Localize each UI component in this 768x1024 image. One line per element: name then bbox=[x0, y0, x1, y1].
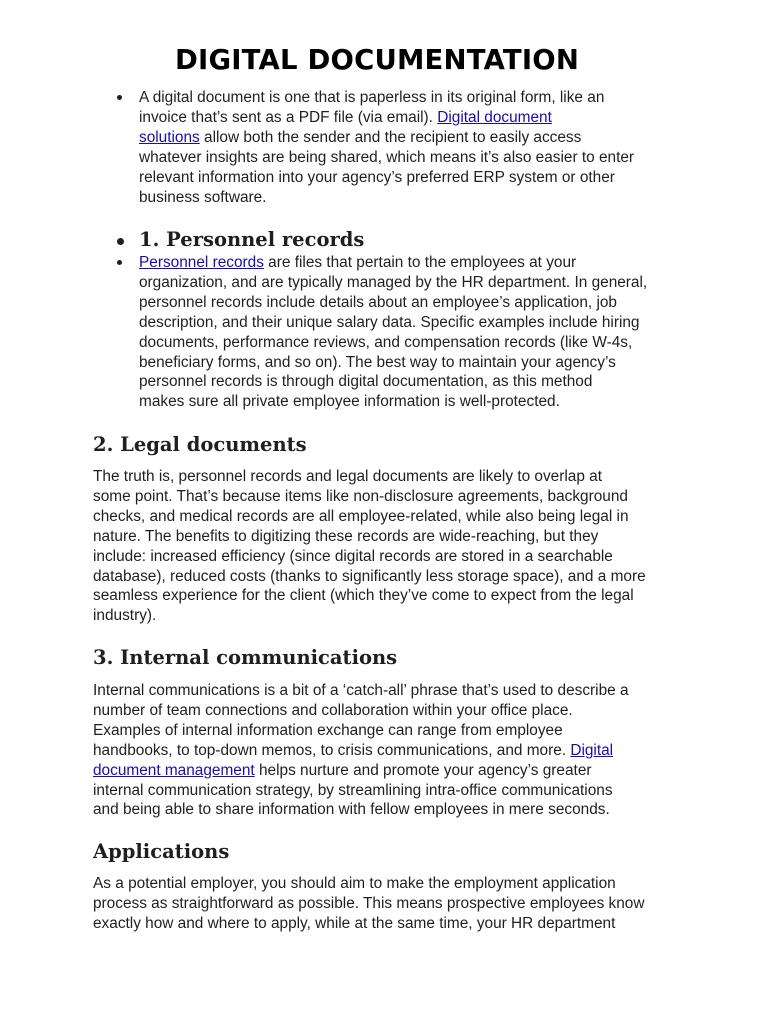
heading-bullet bbox=[117, 238, 124, 245]
text-line: A digital document is one that is paperless in its original form, like an bbox=[139, 89, 605, 106]
text-line: exactly how and where to apply, while at the same time, your HR department bbox=[93, 914, 616, 932]
text-line: documents, performance reviews, and compensation records (like W-4s, bbox=[139, 333, 633, 351]
section-heading-applications: Applications bbox=[93, 840, 230, 863]
intro-paragraph bbox=[139, 88, 634, 207]
text-fragment: allow both the sender and the recipient to easily access bbox=[199, 128, 582, 146]
personnel-records-link[interactable]: Personnel records bbox=[139, 254, 264, 271]
text-line: some point. That’s because items like non-disclosure agreements, background bbox=[93, 487, 628, 505]
text-fragment: are files that pertain to the employees at your bbox=[263, 254, 577, 271]
text-line: nature. The benefits to digitizing these records are wide-reaching, but they bbox=[93, 527, 599, 545]
section-heading-legal-documents: 2. Legal documents bbox=[93, 433, 307, 456]
applications-paragraph bbox=[93, 874, 644, 934]
text-line: industry). bbox=[93, 607, 157, 625]
digital-document-solutions-link-cont[interactable]: solutions bbox=[139, 128, 200, 146]
text-line bbox=[139, 253, 647, 273]
personnel-records-paragraph bbox=[139, 253, 647, 412]
text-fragment: invoice that’s sent as a PDF file (via email). bbox=[139, 108, 438, 126]
text-line: relevant information into your agency’s preferred ERP system or other bbox=[139, 168, 615, 186]
digital-document-management-link-cont[interactable]: document management bbox=[93, 761, 255, 779]
text-line: makes sure all private employee information is well-protected. bbox=[139, 393, 560, 411]
internal-communications-paragraph bbox=[93, 681, 629, 820]
legal-documents-paragraph bbox=[93, 467, 646, 626]
text-line: internal communication strategy, by streamlining intra-office communications bbox=[93, 781, 613, 799]
section-heading-internal-communications: 3. Internal communications bbox=[93, 646, 398, 669]
text-line: number of team connections and collaboration within your office place. bbox=[93, 701, 573, 719]
digital-document-solutions-link[interactable]: Digital document bbox=[437, 108, 552, 126]
text-line bbox=[139, 108, 634, 128]
digital-document-management-link[interactable]: Digital bbox=[570, 741, 614, 759]
text-fragment: helps nurture and promote your agency’s greater bbox=[254, 761, 592, 779]
text-line: organization, and are typically managed by the HR department. In general, bbox=[139, 273, 648, 291]
text-line: personnel records include details about an employee’s application, job bbox=[139, 293, 617, 311]
section-heading-personnel-records: 1. Personnel records bbox=[139, 228, 365, 251]
text-line bbox=[93, 741, 629, 761]
text-line: personnel records is through digital documentation, as this method bbox=[139, 373, 593, 391]
text-fragment: handbooks, to top-down memos, to crisis communications, and more. bbox=[93, 741, 571, 759]
text-line: checks, and medical records are all employee-related, while also being legal in bbox=[93, 507, 629, 525]
text-line: and being able to share information with fellow employees in mere seconds. bbox=[93, 801, 610, 819]
text-line: include: increased efficiency (since digital records are stored in a searchable bbox=[93, 547, 613, 565]
text-line: Examples of internal information exchange can range from employee bbox=[93, 721, 563, 739]
text-line: business software. bbox=[139, 188, 267, 206]
text-line: process as straightforward as possible. This means prospective employees know bbox=[93, 894, 645, 912]
text-line: beneficiary forms, and so on). The best way to maintain your agency’s bbox=[139, 353, 616, 371]
document-title: DIGITAL DOCUMENTATION bbox=[175, 44, 580, 76]
personnel-bullet bbox=[117, 260, 122, 265]
text-line: seamless experience for the client (which they’ve come to expect from the legal bbox=[93, 587, 634, 605]
text-line bbox=[139, 128, 634, 148]
text-line bbox=[93, 761, 629, 781]
text-line: database), reduced costs (thanks to significantly less storage space), and a more bbox=[93, 567, 646, 585]
text-line: description, and their unique salary data. Specific examples include hiring bbox=[139, 313, 640, 331]
text-line: whatever insights are being shared, which means it’s also easier to enter bbox=[139, 148, 635, 166]
text-line: The truth is, personnel records and legal documents are likely to overlap at bbox=[93, 468, 603, 485]
intro-bullet bbox=[117, 95, 122, 100]
text-line: As a potential employer, you should aim to make the employment application bbox=[93, 875, 616, 892]
text-line: Internal communications is a bit of a ‘catch-all’ phrase that’s used to describe a bbox=[93, 682, 629, 699]
